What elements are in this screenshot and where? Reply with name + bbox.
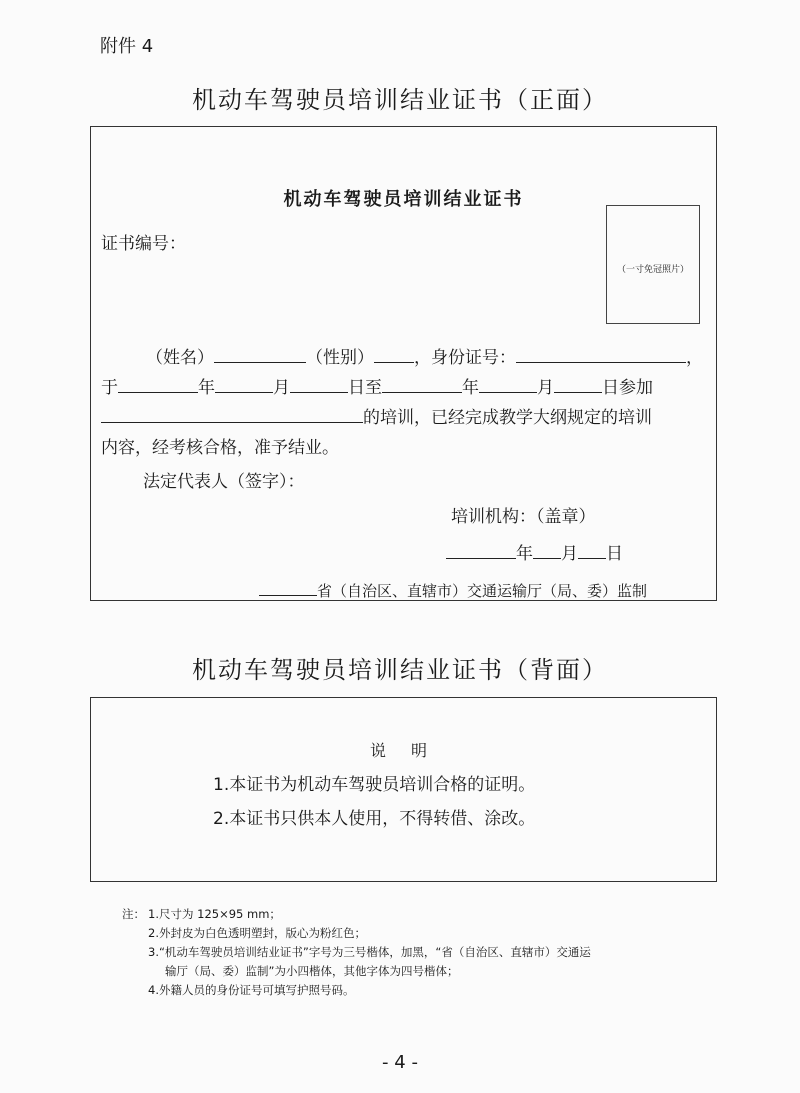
day-join-label: 日参加 — [602, 378, 653, 398]
gender-blank[interactable] — [374, 346, 414, 363]
back-section-title: 机动车驾驶员培训结业证书（背面） — [192, 656, 608, 684]
date-range-line — [101, 373, 653, 398]
day-to-label: 日至 — [348, 378, 382, 398]
explanation-item: 2.本证书只供本人使用，不得转借、涂改。 — [213, 809, 536, 829]
training-text: 的培训，已经完成教学大纲规定的培训 — [363, 408, 652, 428]
content-text: 内容，经考核合格，准予结业。 — [101, 438, 339, 458]
month-label: 月 — [273, 378, 290, 398]
year-label-2: 年 — [462, 378, 479, 398]
photo-placeholder — [606, 205, 700, 324]
from-label: 于 — [101, 378, 118, 398]
training-name-blank[interactable] — [101, 406, 363, 423]
supervise-line — [259, 580, 647, 601]
province-blank[interactable] — [259, 581, 317, 596]
issue-year-blank[interactable] — [446, 542, 516, 559]
end-day-blank[interactable] — [554, 376, 602, 393]
certificate-back — [90, 697, 717, 882]
comma: ， — [686, 348, 703, 368]
month-label-2: 月 — [537, 378, 554, 398]
gender-label: （性别） — [306, 348, 374, 368]
start-month-blank[interactable] — [215, 376, 273, 393]
legal-rep-label: 法定代表人（签字）： — [143, 472, 305, 492]
note-item: 3.“机动车驾驶员培训结业证书”字号为三号楷体，加黑，“省（自治区、直辖市）交通运 — [148, 945, 591, 959]
end-year-blank[interactable] — [382, 376, 462, 393]
note-item: 2.外封皮为白色透明塑封，版心为粉红色； — [148, 926, 366, 940]
training-line — [101, 403, 652, 428]
year-label-3: 年 — [516, 544, 533, 564]
note-item: 4.外籍人员的身份证号可填写护照号码。 — [148, 983, 355, 997]
institution-label: 培训机构：（盖章） — [451, 507, 596, 527]
name-label: （姓名） — [146, 348, 214, 368]
issue-date-line — [446, 539, 623, 564]
start-day-blank[interactable] — [290, 376, 348, 393]
supervise-text: 省（自治区、直辖市）交通运输厅（局、委）监制 — [317, 582, 648, 600]
photo-label: （一寸免冠照片） — [616, 265, 689, 275]
certificate-heading: 机动车驾驶员培训结业证书 — [283, 189, 524, 210]
certificate-front — [90, 126, 717, 601]
note-item: 1.尺寸为 125×95 mm； — [148, 907, 281, 921]
name-blank[interactable] — [214, 346, 306, 363]
explanation-title: 说 明 — [369, 741, 438, 760]
page-number: - 4 - — [382, 1052, 418, 1073]
id-number-blank[interactable] — [516, 346, 686, 363]
explanation-item: 1.本证书为机动车驾驶员培训合格的证明。 — [213, 775, 536, 795]
start-year-blank[interactable] — [118, 376, 198, 393]
id-label: ，身份证号： — [414, 348, 516, 368]
name-gender-id-line — [146, 343, 703, 368]
notes-label: 注： — [122, 907, 145, 921]
note-item-continued: 输厅（局、委）监制”为小四楷体，其他字体为四号楷体； — [165, 964, 459, 978]
issue-month-blank[interactable] — [533, 542, 561, 559]
year-label: 年 — [198, 378, 215, 398]
attachment-label: 附件 4 — [100, 36, 154, 57]
day-label: 日 — [606, 544, 623, 564]
issue-day-blank[interactable] — [578, 542, 606, 559]
front-section-title: 机动车驾驶员培训结业证书（正面） — [192, 86, 608, 114]
month-label-3: 月 — [561, 544, 578, 564]
end-month-blank[interactable] — [479, 376, 537, 393]
certificate-number-label: 证书编号： — [101, 234, 186, 254]
